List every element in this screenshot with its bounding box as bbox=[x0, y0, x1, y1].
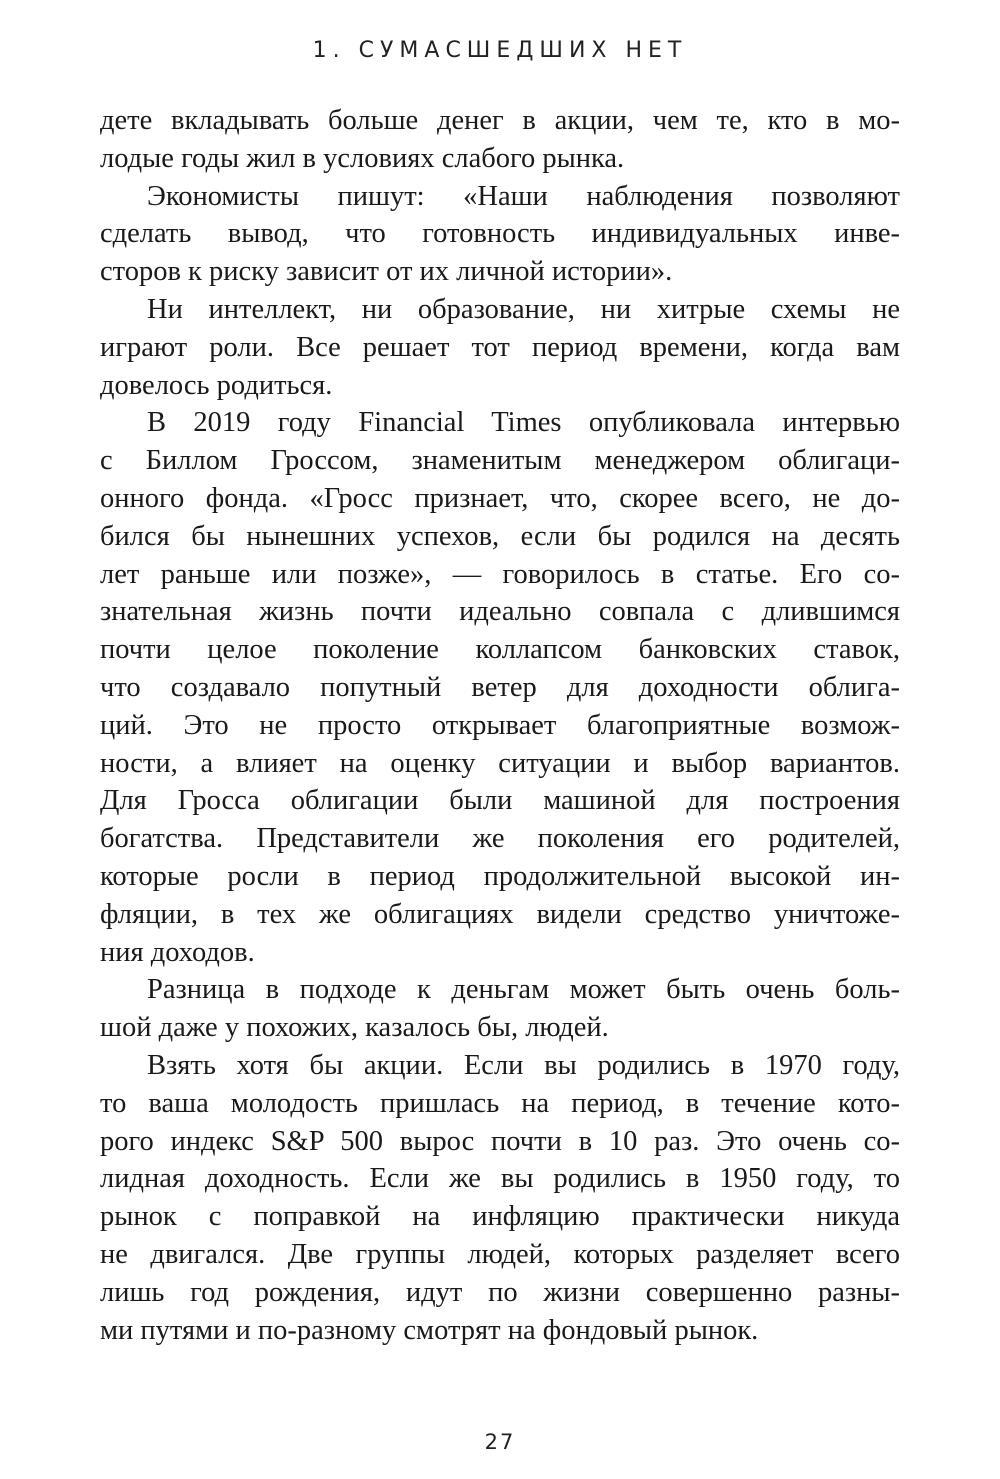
text-line: не двигался. Две группы людей, которых разделяет всего bbox=[100, 1238, 900, 1270]
paragraph bbox=[100, 178, 900, 291]
text-line: бился бы нынешних успехов, если бы родился на десять bbox=[100, 520, 900, 552]
text-line: что создавало попутный ветер для доходности облига- bbox=[100, 671, 900, 703]
text-line: Взять хотя бы акции. Если вы родились в 1970 году, bbox=[147, 1049, 900, 1081]
text-line: дете вкладывать больше денег в акции, чем те, кто в мо- bbox=[100, 105, 900, 136]
text-line: знательная жизнь почти идеально совпала с длившимся bbox=[100, 596, 900, 628]
paragraph bbox=[100, 102, 900, 178]
paragraph bbox=[100, 1047, 900, 1349]
text-line: Экономисты пишут: «Наши наблюдения позволяют bbox=[147, 180, 900, 212]
text-line: ния доходов. bbox=[100, 936, 255, 968]
text-line: то ваша молодость пришлась на период, в течение кото- bbox=[100, 1087, 900, 1119]
text-line: сделать вывод, что готовность индивидуальных инве- bbox=[100, 218, 900, 250]
text-line: богатства. Представители же поколения его родителей, bbox=[100, 823, 900, 855]
text-line: лодые годы жил в условиях слабого рынка. bbox=[100, 142, 625, 174]
body-text bbox=[100, 102, 900, 1349]
text-line: Ни интеллект, ни образование, ни хитрые схемы не bbox=[147, 293, 900, 325]
text-line: рынок с поправкой на инфляцию практически никуда bbox=[100, 1201, 900, 1233]
text-line: лидная доходность. Если же вы родились в 1950 году, то bbox=[100, 1163, 900, 1195]
text-line: довелось родиться. bbox=[100, 369, 333, 401]
text-line: онного фонда. «Гросс признает, что, скорее всего, не до- bbox=[100, 482, 900, 514]
paragraph bbox=[100, 971, 900, 1047]
text-line: лишь год рождения, идут по жизни совершенно разны- bbox=[100, 1276, 900, 1308]
text-line: сторов к риску зависит от их личной истории». bbox=[100, 256, 673, 288]
text-line: Разница в подходе к деньгам может быть очень боль- bbox=[147, 974, 900, 1006]
paragraph bbox=[100, 404, 900, 971]
text-line: которые росли в период продолжительной высокой ин- bbox=[100, 860, 900, 892]
text-line: Для Гросса облигации были машиной для построения bbox=[100, 785, 900, 817]
text-line: ности, а влияет на оценку ситуации и выбор вариантов. bbox=[100, 747, 900, 779]
text-line: В 2019 году Financial Times опубликовала интервью bbox=[147, 407, 900, 439]
text-line: рого индекс S&P 500 вырос почти в 10 раз. Это очень со- bbox=[100, 1125, 900, 1157]
text-line: ций. Это не просто открывает благоприятные возмож- bbox=[100, 709, 900, 741]
text-line: играют роли. Все решает тот период времени, когда вам bbox=[100, 331, 900, 363]
page-number: 27 bbox=[484, 1430, 516, 1454]
text-line: с Биллом Гроссом, знаменитым менеджером облигаци- bbox=[100, 445, 900, 477]
text-line: ми путями и по-разному смотрят на фондовый рынок. bbox=[100, 1314, 759, 1346]
running-head: 1. СУМАСШЕДШИХ НЕТ bbox=[312, 38, 688, 63]
text-line: шой даже у похожих, казалось бы, людей. bbox=[100, 1012, 609, 1044]
text-line: фляции, в тех же облигациях видели средство уничтоже- bbox=[100, 898, 900, 930]
paragraph bbox=[100, 291, 900, 404]
text-line: почти целое поколение коллапсом банковских ставок, bbox=[100, 634, 900, 666]
text-line: лет раньше или позже», — говорилось в статье. Его со- bbox=[100, 558, 900, 590]
